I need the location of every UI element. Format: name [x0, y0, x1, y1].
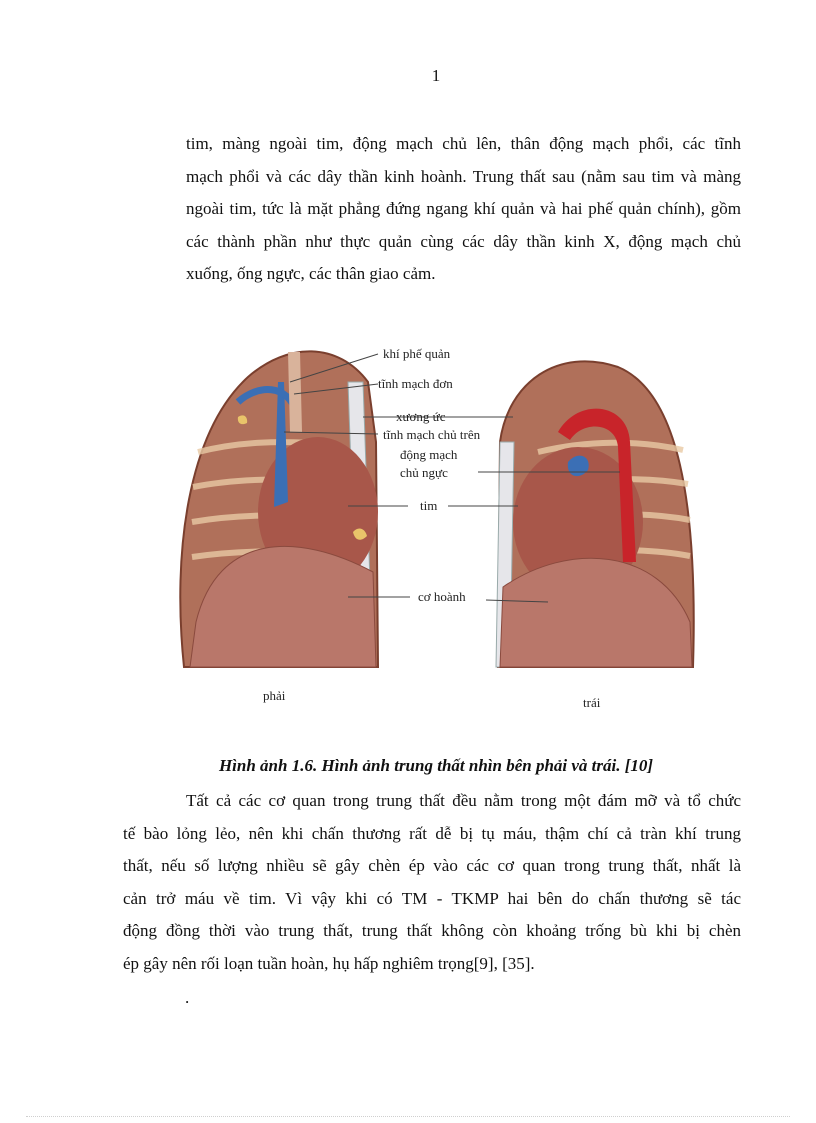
paragraph-body	[123, 785, 741, 980]
text-line: tim, màng ngoài tim, động mạch chủ lên, thân động mạch phổi, các tĩnh	[186, 134, 741, 153]
label-heart: tim	[420, 498, 438, 513]
text-line: ngoài tim, tức là mặt phẳng đứng ngang khí quản và hai phế quản chính), gồm	[186, 199, 741, 218]
label-thoracic-aorta: chủ ngực	[400, 465, 448, 480]
label-sternum: xương ức	[396, 409, 446, 424]
text-line: xuống, ống ngực, các thân giao cảm.	[186, 264, 436, 283]
label-trachea: khí phế quản	[383, 346, 451, 361]
text-line: các thành phần như thực quản cùng các dây thần kinh X, động mạch chủ	[186, 231, 741, 251]
label-diaphragm: cơ hoành	[418, 589, 466, 604]
text-line: cản trở máu về tim. Vì vậy khi có TM - TKMP hai bên do chấn thương sẽ tác	[123, 888, 741, 908]
text-line: thất, nếu số lượng nhiều sẽ gây chèn ép vào các cơ quan trong trung thất, nhất là	[123, 856, 741, 875]
trachea	[288, 352, 302, 432]
trailing-mark: .	[185, 988, 190, 1007]
text-line: ép gây nên rối loạn tuần hoàn, hụ hấp nghiêm trọng[9], [35].	[123, 953, 535, 973]
text-line: Tất cả các cơ quan trong trung thất đều nằm trong một đám mỡ và tổ chức	[186, 791, 741, 810]
label-artery: động mạch	[400, 447, 458, 462]
paragraph-intro	[186, 128, 741, 291]
figure-caption: Hình ảnh 1.6. Hình ảnh trung thất nhìn bên phải và trái. [10]	[218, 756, 654, 775]
left-view-thorax	[496, 361, 694, 667]
mediastinum-illustration	[178, 322, 698, 717]
footer-rule	[26, 1116, 790, 1117]
label-right-side: phải	[263, 688, 286, 703]
text-line: mạch phổi và các dây thần kinh hoành. Trung thất sau (nằm sau tim và màng	[186, 166, 741, 186]
page-number: 1	[431, 66, 441, 85]
label-superior-vena-cava: tĩnh mạch chủ trên	[383, 427, 481, 442]
text-line: động đồng thời vào trung thất, trung thất không còn khoảng trống bù khi bị chèn	[123, 921, 741, 940]
right-view-thorax	[180, 351, 378, 667]
label-left-side: trái	[583, 695, 601, 710]
text-line: tế bào lỏng lẻo, nên khi chấn thương rất dễ bị tụ máu, thậm chí cả tràn khí trung	[123, 823, 741, 843]
label-azygos-vein: tĩnh mạch đơn	[378, 376, 453, 391]
